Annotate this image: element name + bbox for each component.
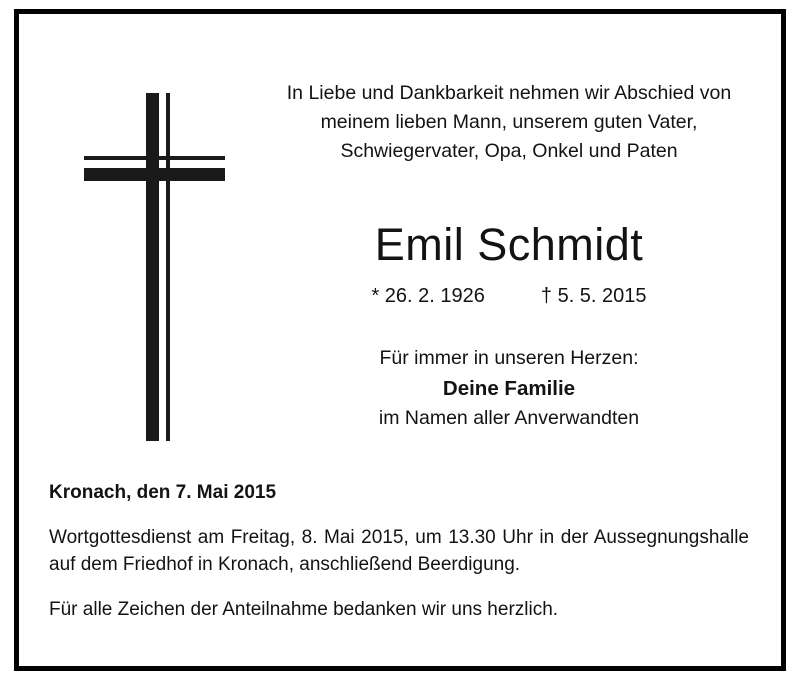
cross-icon bbox=[39, 69, 239, 449]
thanks-note: Für alle Zeichen der Anteilnahme bedanken wir uns herzlich. bbox=[49, 599, 559, 620]
closing-text bbox=[244, 344, 774, 433]
closing-line: Für immer in unseren Herzen: bbox=[379, 347, 639, 369]
birth-date: * 26. 2. 1926 bbox=[371, 285, 485, 307]
intro-line-3: Schwiegervater, Opa, Onkel und Paten bbox=[340, 140, 678, 162]
obituary-notice bbox=[14, 9, 786, 671]
deceased-name: Emil Schmidt bbox=[374, 219, 644, 270]
cross-vertical-thick-bar bbox=[146, 93, 159, 441]
cross-vertical-thin-bar bbox=[166, 93, 170, 441]
obituary-inner bbox=[19, 14, 781, 666]
death-date: † 5. 5. 2015 bbox=[540, 285, 647, 307]
relatives-line: im Namen aller Anverwandten bbox=[378, 407, 640, 429]
bottom-details bbox=[49, 479, 749, 623]
place-and-date: Kronach, den 7. Mai 2015 bbox=[49, 482, 277, 503]
service-details: Wortgottesdienst am Freitag, 8. Mai 2015, um 13.30 Uhr in der Aussegnungshalle auf dem Friedhof in Kronach, anschließend Beerdigung. bbox=[49, 527, 749, 575]
life-dates bbox=[244, 282, 774, 310]
intro-text bbox=[244, 79, 774, 166]
intro-line-1: In Liebe und Dankbarkeit nehmen wir Abschied von bbox=[286, 82, 732, 104]
intro-line-2: meinem lieben Mann, unserem guten Vater, bbox=[320, 111, 698, 133]
family-signature: Deine Familie bbox=[442, 377, 576, 400]
